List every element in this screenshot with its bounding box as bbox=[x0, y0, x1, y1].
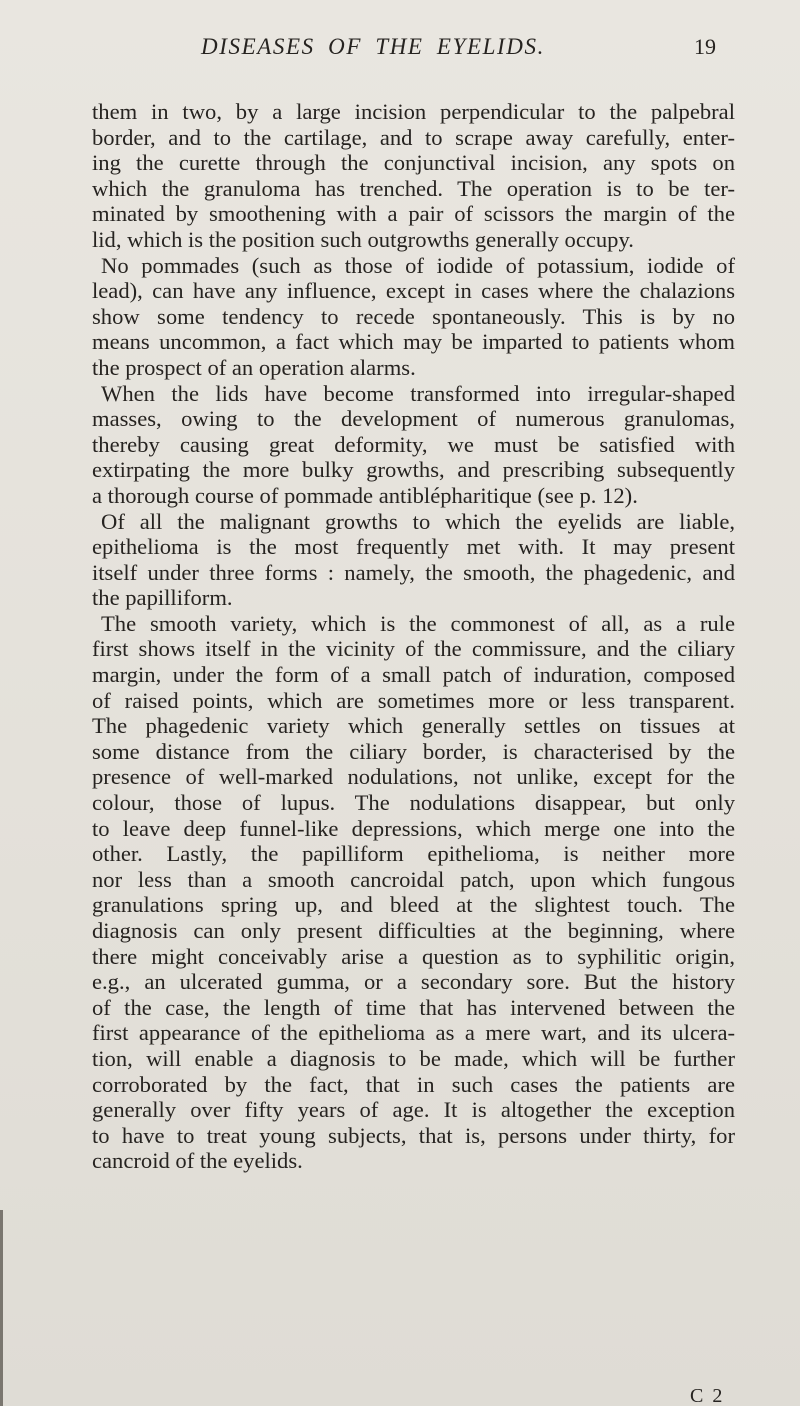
text-line: corroborated by the fact, that in such cases the patients are bbox=[92, 1071, 735, 1097]
signature-mark: C 2 bbox=[690, 1385, 725, 1406]
text-line: them in two, by a large incision perpendicular to the palpebral bbox=[92, 99, 735, 124]
text-line: some distance from the ciliary border, is characterised by the bbox=[92, 738, 735, 764]
text-line: thereby causing great deformity, we must be satisfied with bbox=[92, 431, 735, 457]
body-text bbox=[92, 99, 735, 1174]
text-line: there might conceivably arise a question as to syphilitic origin, bbox=[92, 943, 735, 969]
text-line: granulations spring up, and bleed at the slightest touch. The bbox=[92, 892, 735, 918]
running-title: DISEASES OF THE EYELIDS. bbox=[201, 34, 545, 59]
text-line: means uncommon, a fact which may be imparted to patients whom bbox=[92, 329, 735, 355]
text-line: the papilliform. bbox=[92, 585, 233, 611]
text-line: minated by smoothening with a pair of scissors the margin of the bbox=[92, 201, 735, 227]
text-line: a thorough course of pommade antiblépharitique (see p. 12). bbox=[92, 482, 638, 508]
text-line: e.g., an ulcerated gumma, or a secondary sore. But the history bbox=[92, 969, 735, 995]
text-line: The phagedenic variety which generally settles on tissues at bbox=[92, 713, 735, 739]
text-line: cancroid of the eyelids. bbox=[92, 1148, 303, 1174]
text-line: the prospect of an operation alarms. bbox=[92, 354, 416, 380]
text-line: generally over fifty years of age. It is altogether the exception bbox=[92, 1097, 735, 1123]
text-line: masses, owing to the development of numerous granulomas, bbox=[92, 406, 735, 432]
text-line: lead), can have any influence, except in cases where the chalazions bbox=[92, 278, 735, 304]
page-header bbox=[0, 34, 800, 74]
text-line: to leave deep funnel-like depressions, which merge one into the bbox=[92, 815, 735, 841]
text-line: The smooth variety, which is the commonest of all, as a rule bbox=[101, 610, 735, 636]
text-line: lid, which is the position such outgrowths generally occupy. bbox=[92, 226, 634, 252]
text-line: to have to treat young subjects, that is, persons under thirty, for bbox=[92, 1122, 735, 1148]
text-line: colour, those of lupus. The nodulations disappear, but only bbox=[92, 790, 735, 816]
text-line: When the lids have become transformed into irregular-shaped bbox=[101, 380, 735, 406]
text-line: No pommades (such as those of iodide of potassium, iodide of bbox=[101, 252, 735, 278]
text-line: epithelioma is the most frequently met with. It may present bbox=[92, 534, 735, 560]
text-line: presence of well-marked nodulations, not unlike, except for the bbox=[92, 764, 735, 790]
text-line: margin, under the form of a small patch of induration, composed bbox=[92, 662, 735, 688]
text-line: show some tendency to recede spontaneously. This is by no bbox=[92, 303, 735, 329]
page-number: 19 bbox=[694, 34, 716, 59]
text-line: Of all the malignant growths to which the eyelids are liable, bbox=[101, 508, 735, 534]
text-line: diagnosis can only present difficulties at the beginning, where bbox=[92, 918, 735, 943]
text-line: itself under three forms : namely, the smooth, the phagedenic, and bbox=[92, 559, 735, 585]
text-line: ing the curette through the conjunctival incision, any spots on bbox=[92, 150, 735, 176]
text-line: of the case, the length of time that has intervened between the bbox=[92, 994, 735, 1020]
text-line: which the granuloma has trenched. The operation is to be ter- bbox=[92, 175, 735, 201]
binding-edge bbox=[0, 1210, 3, 1406]
text-line: border, and to the cartilage, and to scrape away carefully, enter- bbox=[92, 124, 735, 150]
text-line: tion, will enable a diagnosis to be made, which will be further bbox=[92, 1045, 735, 1071]
text-line: extirpating the more bulky growths, and prescribing subsequently bbox=[92, 457, 735, 483]
text-line: first shows itself in the vicinity of the commissure, and the ciliary bbox=[92, 636, 735, 662]
text-line: of raised points, which are sometimes more or less transparent. bbox=[92, 687, 735, 713]
text-line: nor less than a smooth cancroidal patch, upon which fungous bbox=[92, 866, 735, 892]
text-line: other. Lastly, the papilliform epithelioma, is neither more bbox=[92, 841, 735, 867]
text-line: first appearance of the epithelioma as a mere wart, and its ulcera- bbox=[92, 1020, 735, 1046]
